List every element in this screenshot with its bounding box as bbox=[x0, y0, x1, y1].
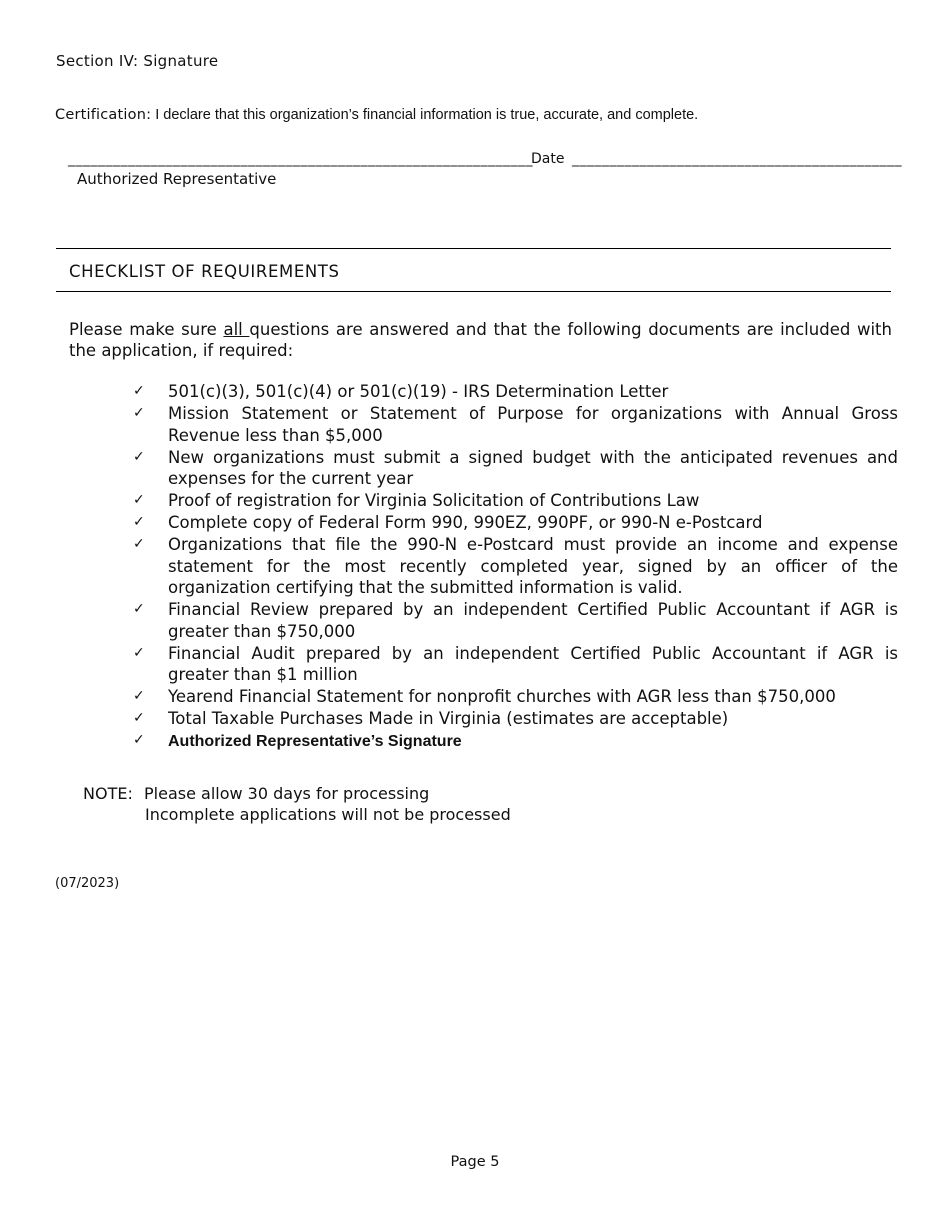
heading-bottom-rule bbox=[56, 291, 891, 292]
checkmark-icon: ✓ bbox=[133, 601, 145, 617]
certification-statement bbox=[55, 107, 698, 123]
intro-after: questions are answered and that the following documents are included with the application, if required: bbox=[69, 320, 892, 360]
checkmark-icon: ✓ bbox=[133, 536, 145, 552]
checkmark-icon: ✓ bbox=[133, 710, 145, 726]
certification-label: Certification: bbox=[55, 107, 152, 123]
section-title: Section IV: Signature bbox=[56, 52, 219, 70]
checkmark-icon: ✓ bbox=[133, 383, 145, 399]
list-item: ✓ 501(c)(3), 501(c)(4) or 501(c)(19) - IRS Determination Letter bbox=[133, 382, 669, 401]
checkmark-icon: ✓ bbox=[133, 644, 145, 661]
intro-underlined: all bbox=[223, 320, 250, 339]
list-item: ✓ Mission Statement or Statement of Purpose for organizations with Annual Gross Revenue less than $5,000 bbox=[133, 404, 898, 445]
checkmark-icon: ✓ bbox=[133, 405, 145, 421]
list-item: ✓ Organizations that file the 990-N e-Postcard must provide an income and expense statement for the most recently completed year, signed by an officer of the organization certifying that the submitted information is valid. bbox=[133, 535, 898, 597]
list-item: ✓ New organizations must submit a signed budget with the anticipated revenues and expenses for the current year bbox=[133, 447, 898, 488]
checkmark-icon: ✓ bbox=[133, 492, 145, 508]
note-line-2: Incomplete applications will not be processed bbox=[145, 805, 511, 824]
list-item: ✓ Financial Audit prepared by an independent Certified Public Accountant if AGR is greater than $1 million bbox=[133, 643, 898, 684]
date-line[interactable]: ____________________________________________ bbox=[572, 151, 902, 167]
authorized-representative-label: Authorized Representative bbox=[77, 170, 277, 188]
certification-text: I declare that this organization’s financial information is true, accurate, and complete. bbox=[151, 107, 699, 123]
requirements-list bbox=[130, 381, 898, 753]
signature-line[interactable]: ______________________________________________________________ bbox=[68, 151, 533, 167]
checklist-intro bbox=[69, 319, 892, 361]
list-item: ✓ Authorized Representative’s Signature bbox=[133, 732, 462, 750]
checkmark-icon: ✓ bbox=[133, 732, 145, 748]
date-label: Date bbox=[531, 151, 565, 167]
list-item: ✓ Yearend Financial Statement for nonprofit churches with AGR less than $750,000 bbox=[133, 687, 836, 706]
intro-before: Please make sure bbox=[69, 320, 224, 339]
checkmark-icon: ✓ bbox=[133, 514, 145, 530]
checkmark-icon: ✓ bbox=[133, 448, 145, 465]
list-item: ✓ Financial Review prepared by an independent Certified Public Accountant if AGR is greater than $750,000 bbox=[133, 600, 898, 641]
revision-date: (07/2023) bbox=[55, 876, 120, 891]
list-item: ✓ Complete copy of Federal Form 990, 990EZ, 990PF, or 990-N e-Postcard bbox=[133, 513, 763, 532]
list-item: ✓ Proof of registration for Virginia Solicitation of Contributions Law bbox=[133, 491, 700, 510]
checkmark-icon: ✓ bbox=[133, 688, 145, 704]
page-number: Page 5 bbox=[450, 1154, 500, 1170]
list-item: ✓ Total Taxable Purchases Made in Virginia (estimates are acceptable) bbox=[133, 709, 729, 728]
note-label: NOTE: bbox=[83, 784, 133, 803]
note-line-1: Please allow 30 days for processing bbox=[144, 784, 430, 803]
heading-top-rule bbox=[56, 248, 891, 249]
checklist-heading: CHECKLIST OF REQUIREMENTS bbox=[69, 262, 340, 281]
